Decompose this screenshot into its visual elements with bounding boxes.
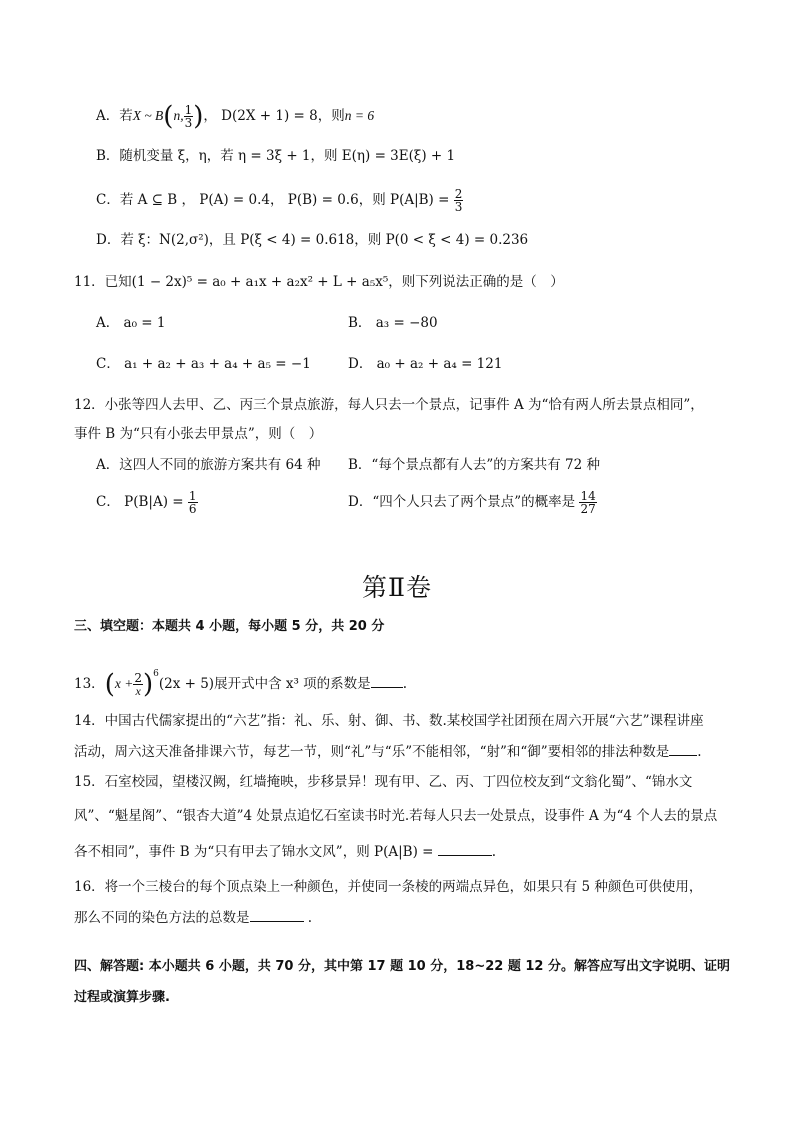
q10-a-binomial: X ~ B xyxy=(132,108,164,123)
q12-c-frac-num: 1 xyxy=(188,489,197,503)
q16-end: . xyxy=(307,910,313,926)
q13-end: . xyxy=(402,676,407,692)
q10-option-c xyxy=(96,188,463,213)
q10-c-prefix: C．若 A ⊆ B ， P(A) = 0.4， P(B) = 0.6，则 P(A|B) = xyxy=(96,192,450,208)
q12-d-prefix: D．“四个人只去了两个景点”的概率是 xyxy=(348,494,576,510)
q11-stem: 11．已知(1 − 2x)⁵ = a₀ + a₁x + a₂x² + L + a₅x⁵，则下列说法正确的是（ ） xyxy=(74,274,564,290)
q10-a-mid: ， D(2X + 1) = 8，则 xyxy=(203,108,345,124)
q13-left-paren: ( xyxy=(104,669,115,700)
q13-number: 13． xyxy=(74,676,105,692)
q10-a-n: n, xyxy=(173,108,184,123)
section4-heading-line1: 四、解答题: 本小题共 6 小题，共 70 分，其中第 17 题 10 分，18~22 题 12 分。解答应写出文字说明、证明 xyxy=(74,959,730,974)
q10-a-frac-den: 3 xyxy=(184,116,193,130)
q15-end: . xyxy=(491,844,497,860)
q12-stem-line2: 事件 B 为“只有小张去甲景点”，则（ ） xyxy=(74,426,323,442)
q14-end: . xyxy=(697,744,702,760)
q10-a-frac-num: 1 xyxy=(184,103,193,117)
q10-c-frac-den: 3 xyxy=(454,200,463,214)
q16-line2 xyxy=(74,908,312,928)
q12-c-frac-den: 6 xyxy=(188,502,197,516)
q15-line3 xyxy=(74,842,496,862)
q13 xyxy=(74,664,407,700)
q11-option-d: D． a₀ + a₂ + a₄ = 121 xyxy=(348,356,503,372)
q12-d-frac-num: 14 xyxy=(580,489,596,503)
q10-option-a xyxy=(96,101,375,132)
q12-option-a: A．这四人不同的旅游方案共有 64 种 xyxy=(96,457,321,473)
q12-option-b: B．“每个景点都有人去”的方案共有 72 种 xyxy=(348,457,600,473)
q10-a-right-paren: ) xyxy=(193,101,204,132)
q16-line2-text: 那么不同的染色方法的总数是 xyxy=(74,910,250,926)
part2-title: 第Ⅱ卷 xyxy=(362,573,432,602)
q16-answer-blank[interactable] xyxy=(250,909,304,922)
q13-answer-blank[interactable] xyxy=(371,675,403,688)
q13-frac-num: 2 xyxy=(134,671,142,685)
q11-option-a: A． a₀ = 1 xyxy=(96,315,166,331)
q13-frac-den: x xyxy=(135,684,141,698)
q12-c-prefix: C． P(B|A) = xyxy=(96,494,184,510)
section4-heading-line2: 过程或演算步骤. xyxy=(74,990,170,1005)
q10-option-d: D．若 ξ：N(2,σ²)，且 P(ξ < 4) = 0.618，则 P(0 < ξ < 4) = 0.236 xyxy=(96,232,529,248)
q15-answer-blank[interactable] xyxy=(438,843,492,856)
q14-line2-text: 活动，周六这天准备排课六节，每艺一节，则“礼”与“乐”不能相邻，“射”和“御”要相邻的排法种数是 xyxy=(74,744,670,760)
q12-option-d xyxy=(348,490,597,515)
q11-option-b: B． a₃ = −80 xyxy=(348,315,438,331)
q10-c-frac-num: 2 xyxy=(454,187,463,201)
q12-d-fraction xyxy=(579,490,596,515)
q15-line3-text: 各不相同”，事件 B 为“只有甲去了锦水文风”，则 P(A|B) = xyxy=(74,844,434,860)
q11-option-c: C． a₁ + a₂ + a₃ + a₄ + a₅ = −1 xyxy=(96,356,311,372)
q16-line1: 16．将一个三棱台的每个顶点染上一种颜色，并使同一条棱的两端点异色，如果只有 5 种颜色可供使用， xyxy=(74,879,703,895)
q12-c-fraction xyxy=(188,490,198,515)
q10-a-fraction xyxy=(184,104,194,129)
q13-right-paren: ) xyxy=(142,669,154,700)
q14-answer-blank[interactable] xyxy=(669,743,697,756)
q13-fraction xyxy=(133,672,143,697)
q10-a-left-paren: ( xyxy=(163,101,174,132)
q15-line2: 风”、“魁星阁”、“银杏大道”4 处景点追忆石室读书时光.若每人只去一处景点，设事件 A 为“4 个人去的景点 xyxy=(74,808,718,824)
q12-d-frac-den: 27 xyxy=(580,502,596,516)
q13-mid: (2x + 5)展开式中含 x³ 项的系数是 xyxy=(158,676,371,692)
q13-x-term: x + xyxy=(114,676,134,691)
q10-option-b: B．随机变量 ξ，η，若 η = 3ξ + 1，则 E(η) = 3E(ξ) + 1 xyxy=(96,148,456,164)
q10-a-prefix: A．若 xyxy=(96,108,133,124)
section3-heading: 三、填空题：本题共 4 小题，每小题 5 分，共 20 分 xyxy=(74,619,385,634)
q13-exponent: 6 xyxy=(153,669,159,679)
q10-c-fraction xyxy=(454,188,464,213)
q10-a-end: n = 6 xyxy=(344,108,375,123)
q14-line2 xyxy=(74,742,702,762)
q14-line1: 14．中国古代儒家提出的“六艺”指：礼、乐、射、御、书、数.某校国学社团预在周六开展“六艺”课程讲座 xyxy=(74,713,704,729)
q15-line1: 15．石室校园，望楼汉阙，红墙掩映，步移景异！现有甲、乙、丙、丁四位校友到“文翁化蜀”、“锦水文 xyxy=(74,774,693,790)
q12-option-c xyxy=(96,490,198,515)
q12-stem-line1: 12．小张等四人去甲、乙、丙三个景点旅游，每人只去一个景点，记事件 A 为“恰有两人所去景点相同”， xyxy=(74,397,704,413)
